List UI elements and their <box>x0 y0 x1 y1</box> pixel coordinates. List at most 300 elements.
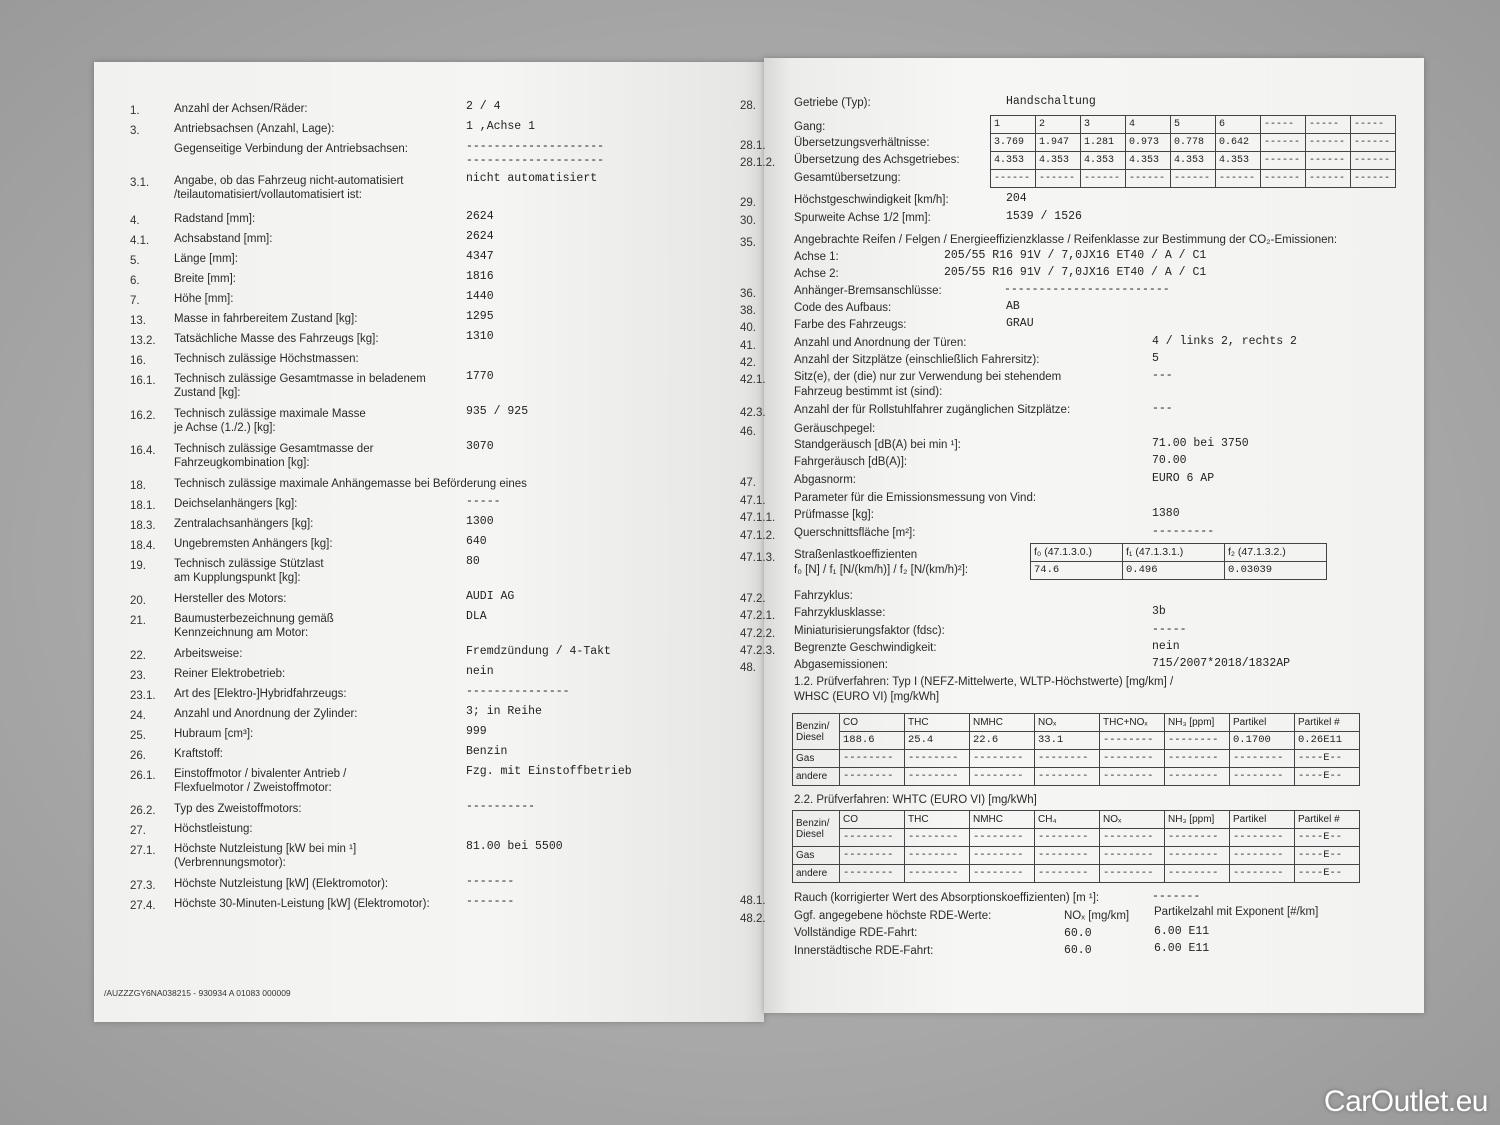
left-document-page <box>94 62 764 1022</box>
gear-cell: ------ <box>1306 170 1351 188</box>
row-value: ------- <box>1152 890 1201 903</box>
gear-cell: 0.973 <box>1126 134 1171 152</box>
row-label: Ggf. angegebene höchste RDE-Werte: <box>794 910 992 922</box>
row-number: 16.2. <box>130 410 156 422</box>
row-value: 3; in Reihe <box>466 705 542 718</box>
emissions-cell: -------- <box>1230 847 1295 865</box>
emissions-cell: -------- <box>1230 768 1295 786</box>
row-label: Rauch (korrigierter Wert des Absorptionskoeffizienten) [m ¹]: <box>794 892 1100 904</box>
row-value: nein <box>466 665 494 678</box>
row-number: 42. <box>740 357 756 369</box>
gear-cell: 4.353 <box>991 152 1036 170</box>
row-label: Vollständige RDE-Fahrt: <box>794 927 918 939</box>
row-label: Hubraum [cm³]: <box>174 728 254 740</box>
row-label: Abgasemissionen: <box>794 659 888 671</box>
row-value: -------------------- <box>466 140 605 153</box>
gear-cell: 3.769 <box>991 134 1036 152</box>
row-value: ----- <box>1152 623 1187 636</box>
emissions-cell: -------- <box>1230 829 1295 847</box>
row-label: Zentralachsanhängers [kg]: <box>174 518 314 530</box>
row-label: Achse 1: <box>794 251 839 263</box>
emissions-cell: -------- <box>1230 750 1295 768</box>
row-label: Technisch zulässige maximale Anhängemasse bei Beförderung eines <box>174 478 527 490</box>
row-label: Technisch zulässige Gesamtmasse der <box>174 443 374 455</box>
row-number: 26.1. <box>130 770 156 782</box>
emissions-cell: 25.4 <box>905 732 970 750</box>
row-label: Anzahl der Achsen/Räder: <box>174 103 308 115</box>
row-label: Anzahl und Anordnung der Türen: <box>794 337 967 349</box>
row-label: Angebrachte Reifen / Felgen / Energieeffizienzklasse / Reifenklasse zur Bestimmung der CO₂-Emissionen: <box>794 234 1338 246</box>
row-number: 18.3. <box>130 520 156 532</box>
row-label: Breite [mm]: <box>174 273 236 285</box>
row-value: ------- <box>466 895 515 908</box>
row-label: Spurweite Achse 1/2 [mm]: <box>794 212 931 224</box>
emissions-cell: -------- <box>970 847 1035 865</box>
row-label: Art des [Elektro-]Hybridfahrzeugs: <box>174 688 347 700</box>
row-value: DLA <box>466 610 487 623</box>
row-number: 1. <box>130 105 140 117</box>
row-value: EURO 6 AP <box>1152 472 1215 485</box>
emissions-cell: -------- <box>905 750 970 768</box>
row-label: Code des Aufbaus: <box>794 302 892 314</box>
emissions-cell: -------- <box>970 750 1035 768</box>
emissions-header: Benzin/ Diesel <box>793 811 840 847</box>
row-value: 71.00 bei 3750 <box>1152 437 1249 450</box>
emissions-cell: -------- <box>970 768 1035 786</box>
row-label: Anzahl der Sitzplätze (einschließlich Fahrersitz): <box>794 354 1040 366</box>
row-label: Technisch zulässige Stützlast <box>174 558 324 570</box>
emissions-cell: -------- <box>1165 829 1230 847</box>
emissions-header: NMHC <box>970 714 1035 732</box>
row-label: Fahrzyklus: <box>794 590 853 602</box>
row-number: 28. <box>740 100 756 112</box>
gear-cell: ------ <box>1261 170 1306 188</box>
row-value: -------------------- <box>466 154 605 167</box>
row-number: 40. <box>740 322 756 334</box>
emissions-cell: -------- <box>1035 847 1100 865</box>
row-value: Fremdzündung / 4-Takt <box>466 645 611 658</box>
row-label: Miniaturisierungsfaktor (fdsc): <box>794 625 945 637</box>
row-number: 47. <box>740 477 756 489</box>
row-value: 80 <box>466 555 480 568</box>
emissions-cell: ----E-- <box>1295 750 1360 768</box>
roadload-cell: f₀ (47.1.3.0.) <box>1031 544 1123 562</box>
gear-cell: 4.353 <box>1216 152 1261 170</box>
row-number: 18.4. <box>130 540 156 552</box>
row-value: Handschaltung <box>1006 95 1096 108</box>
row-number: 46. <box>740 426 756 438</box>
row-value: 935 / 925 <box>466 405 529 418</box>
gear-cell: ------ <box>1351 152 1396 170</box>
row-value: Fzg. mit Einstoffbetrieb <box>466 765 632 778</box>
emissions-header: CO <box>840 811 905 829</box>
row-value: 2 / 4 <box>466 100 501 113</box>
row-value: nein <box>1152 640 1180 653</box>
row-value: ------- <box>466 875 515 888</box>
row-value: 2624 <box>466 230 494 243</box>
emissions-cell: andere <box>793 768 840 786</box>
row-value: 205/55 R16 91V / 7,0JX16 ET40 / A / C1 <box>944 266 1207 279</box>
gear-cell: ------ <box>1351 170 1396 188</box>
roadload-cell: f₂ (47.1.3.2.) <box>1225 544 1327 562</box>
row-label: Querschnittsfläche [m²]: <box>794 527 916 539</box>
row-number: 25. <box>130 730 146 742</box>
row-value: ---------- <box>466 800 536 813</box>
row-value: 1295 <box>466 310 494 323</box>
emissions-cell: ----E-- <box>1295 829 1360 847</box>
row-label: Straßenlastkoeffizienten <box>794 549 918 561</box>
right-document-page <box>740 58 1424 1013</box>
row-number: 23.1. <box>130 690 156 702</box>
row-label: Getriebe (Typ): <box>794 97 871 109</box>
row-number: 48.2. <box>740 913 766 925</box>
row-number: 30. <box>740 215 756 227</box>
row-number: 29. <box>740 197 756 209</box>
emissions-cell: -------- <box>1230 865 1295 883</box>
emissions-cell: -------- <box>1165 750 1230 768</box>
row-value: 1380 <box>1152 507 1180 520</box>
rde-urban-pn: 6.00 E11 <box>1154 942 1210 955</box>
emissions-cell: 0.1700 <box>1230 732 1295 750</box>
emissions-cell: -------- <box>905 768 970 786</box>
row-label: Abgasnorm: <box>794 474 857 486</box>
row-number: 16. <box>130 355 146 367</box>
row-value: 70.00 <box>1152 454 1187 467</box>
rde-nox-header: NOₓ [mg/km] <box>1064 910 1130 922</box>
row-number: 21. <box>130 615 146 627</box>
row-label: Farbe des Fahrzeugs: <box>794 319 907 331</box>
row-number: 7. <box>130 295 140 307</box>
emissions-cell: -------- <box>840 847 905 865</box>
row-label: Ungebremsten Anhängers [kg]: <box>174 538 333 550</box>
row-number: 27.1. <box>130 845 156 857</box>
emissions-cell: -------- <box>1100 829 1165 847</box>
emissions-cell: -------- <box>1165 865 1230 883</box>
row-value: 4347 <box>466 250 494 263</box>
row-label: Höchstleistung: <box>174 823 253 835</box>
row-number: 4. <box>130 215 140 227</box>
row-label: Übersetzung des Achsgetriebes: <box>794 154 960 166</box>
row-label: WHSC (EURO VI) [mg/kWh] <box>794 691 940 703</box>
row-value: 1539 / 1526 <box>1006 210 1082 223</box>
row-label: Länge [mm]: <box>174 253 238 265</box>
row-value: 1310 <box>466 330 494 343</box>
row-label: 2.2. Prüfverfahren: WHTC (EURO VI) [mg/kWh] <box>794 794 1037 806</box>
row-value: --------- <box>1152 525 1215 538</box>
row-value: 81.00 bei 5500 <box>466 840 563 853</box>
emissions-cell: -------- <box>840 829 905 847</box>
row-number: 48.1. <box>740 895 766 907</box>
row-label: Technisch zulässige maximale Masse <box>174 408 366 420</box>
row-label: Höhe [mm]: <box>174 293 234 305</box>
row-value: nicht automatisiert <box>466 172 598 185</box>
row-label: je Achse (1./2.) [kg]: <box>174 422 276 434</box>
row-label: Höchstgeschwindigkeit [km/h]: <box>794 194 949 206</box>
row-value: 1770 <box>466 370 494 383</box>
emissions-cell: -------- <box>970 829 1035 847</box>
row-number: 20. <box>130 595 146 607</box>
gear-cell: 6 <box>1216 116 1261 134</box>
row-label: Technisch zulässige Höchstmassen: <box>174 353 359 365</box>
row-number: 4.1. <box>130 235 150 247</box>
row-value: 999 <box>466 725 487 738</box>
row-label: Fahrzeug bestimmt ist (sind): <box>794 386 943 398</box>
row-label: Hersteller des Motors: <box>174 593 287 605</box>
row-value: ------------------------ <box>1004 283 1170 296</box>
row-number: 6. <box>130 275 140 287</box>
gear-cell: ------ <box>991 170 1036 188</box>
row-label: Zustand [kg]: <box>174 387 241 399</box>
emissions-cell: ----E-- <box>1295 865 1360 883</box>
emissions-cell: 33.1 <box>1035 732 1100 750</box>
row-label: Anzahl der für Rollstuhlfahrer zugänglichen Sitzplätze: <box>794 404 1071 416</box>
rde-pn-header: Partikelzahl mit Exponent [#/km] <box>1154 906 1319 918</box>
row-number: 13. <box>130 315 146 327</box>
row-number: 42.1. <box>740 374 766 386</box>
row-value: AUDI AG <box>466 590 515 603</box>
row-value: --- <box>1152 402 1173 415</box>
emissions-header: NH₃ [ppm] <box>1165 811 1230 829</box>
row-number: 27.3. <box>130 880 156 892</box>
row-number: 41. <box>740 340 756 352</box>
row-label: Gegenseitige Verbindung der Antriebsachsen: <box>174 143 408 155</box>
row-number: 16.4. <box>130 445 156 457</box>
emissions-cell: -------- <box>905 865 970 883</box>
gear-cell: ----- <box>1261 116 1306 134</box>
gear-cell: ----- <box>1351 116 1396 134</box>
row-number: 47.1. <box>740 495 766 507</box>
row-label: Geräuschpegel: <box>794 423 876 435</box>
gear-ratio-table <box>990 115 1396 188</box>
gear-cell: 5 <box>1171 116 1216 134</box>
row-number: 28.1.2. <box>740 157 776 169</box>
emissions-header: NOₓ <box>1100 811 1165 829</box>
row-number: 23. <box>130 670 146 682</box>
row-number: 19. <box>130 560 146 572</box>
row-number: 3. <box>130 125 140 137</box>
emissions-cell: -------- <box>905 847 970 865</box>
emissions-cell: 0.26E11 <box>1295 732 1360 750</box>
row-label: Gesamtübersetzung: <box>794 172 901 184</box>
row-label: Begrenzte Geschwindigkeit: <box>794 642 937 654</box>
gear-cell: 4.353 <box>1171 152 1216 170</box>
emissions-cell: -------- <box>1035 829 1100 847</box>
rde-urban-nox: 60.0 <box>1064 944 1092 957</box>
row-label: Fahrzeugkombination [kg]: <box>174 457 310 469</box>
gear-cell: ------ <box>1171 170 1216 188</box>
row-label: Gang: <box>794 121 826 133</box>
emissions-header: CH₄ <box>1035 811 1100 829</box>
emissions-cell: Gas <box>793 750 840 768</box>
row-label: Standgeräusch [dB(A) bei min ¹]: <box>794 439 961 451</box>
gear-cell: 4.353 <box>1081 152 1126 170</box>
row-number: 47.1.2. <box>740 530 776 542</box>
row-value: 1440 <box>466 290 494 303</box>
row-number: 36. <box>740 288 756 300</box>
emissions-cell: -------- <box>905 829 970 847</box>
emissions-cell: -------- <box>970 865 1035 883</box>
row-label: Deichselanhängers [kg]: <box>174 498 298 510</box>
row-number: 5. <box>130 255 140 267</box>
emissions-header: Partikel # <box>1295 811 1360 829</box>
row-label: Technisch zulässige Gesamtmasse in beladenem <box>174 373 426 385</box>
row-label: Sitz(e), der (die) nur zur Verwendung bei stehendem <box>794 371 1062 383</box>
gear-cell: 0.778 <box>1171 134 1216 152</box>
row-label: Achse 2: <box>794 268 839 280</box>
row-label: Radstand [mm]: <box>174 213 256 225</box>
row-label: Höchste Nutzleistung [kW bei min ¹] <box>174 843 357 855</box>
row-label: Antriebsachsen (Anzahl, Lage): <box>174 123 335 135</box>
row-label: Parameter für die Emissionsmessung von Vind: <box>794 492 1037 504</box>
gear-cell: ------ <box>1036 170 1081 188</box>
gear-cell: 1 <box>991 116 1036 134</box>
row-label: Reiner Elektrobetrieb: <box>174 668 286 680</box>
row-value: 1 ,Achse 1 <box>466 120 536 133</box>
row-value: 715/2007*2018/1832AP <box>1152 657 1291 670</box>
emissions-table-whtc <box>792 810 1360 883</box>
emissions-cell: -------- <box>1100 732 1165 750</box>
row-number: 24. <box>130 710 146 722</box>
row-value: 204 <box>1006 192 1027 205</box>
row-value: Benzin <box>466 745 508 758</box>
rde-full-nox: 60.0 <box>1064 927 1092 940</box>
gear-cell: ------ <box>1216 170 1261 188</box>
row-value: 3b <box>1152 605 1166 618</box>
gear-cell: 1.281 <box>1081 134 1126 152</box>
row-number: 35. <box>740 237 756 249</box>
emissions-cell: ----E-- <box>1295 768 1360 786</box>
row-number: 48. <box>740 662 756 674</box>
row-number: 47.2.1. <box>740 610 776 622</box>
emissions-cell: -------- <box>1100 768 1165 786</box>
row-label: Übersetzungsverhältnisse: <box>794 137 930 149</box>
row-label: Höchste 30-Minuten-Leistung [kW] (Elektromotor): <box>174 898 430 910</box>
row-value: 640 <box>466 535 487 548</box>
emissions-cell: -------- <box>1100 750 1165 768</box>
row-number: 47.1.1. <box>740 512 776 524</box>
row-value: 2624 <box>466 210 494 223</box>
row-value: GRAU <box>1006 317 1034 330</box>
emissions-cell: -------- <box>1035 750 1100 768</box>
row-number: 18. <box>130 480 146 492</box>
gear-cell: ------ <box>1126 170 1171 188</box>
emissions-header: THC <box>905 714 970 732</box>
emissions-header: NMHC <box>970 811 1035 829</box>
row-label: Tatsächliche Masse des Fahrzeugs [kg]: <box>174 333 379 345</box>
row-value: 3070 <box>466 440 494 453</box>
gear-cell: ------ <box>1261 134 1306 152</box>
emissions-header: NH₃ [ppm] <box>1165 714 1230 732</box>
emissions-cell: 22.6 <box>970 732 1035 750</box>
emissions-header: CO <box>840 714 905 732</box>
row-number: 3.1. <box>130 177 150 189</box>
row-number: 47.2.3. <box>740 645 776 657</box>
row-number: 27.4. <box>130 900 156 912</box>
row-number: 26. <box>130 750 146 762</box>
emissions-header: Partikel # <box>1295 714 1360 732</box>
row-label: Fahrgeräusch [dB(A)]: <box>794 456 908 468</box>
row-number: 47.2.2. <box>740 628 776 640</box>
row-label: Fahrzyklusklasse: <box>794 607 886 619</box>
row-label: Innerstädtische RDE-Fahrt: <box>794 945 934 957</box>
gear-cell: 2 <box>1036 116 1081 134</box>
road-load-table <box>1030 543 1327 580</box>
row-label: Kennzeichnung am Motor: <box>174 627 309 639</box>
gear-cell: 4.353 <box>1036 152 1081 170</box>
row-label: Anhänger-Bremsanschlüsse: <box>794 285 942 297</box>
emissions-cell: -------- <box>1165 847 1230 865</box>
row-label: Prüfmasse [kg]: <box>794 509 874 521</box>
row-label: /teilautomatisiert/vollautomatisiert ist: <box>174 189 362 201</box>
row-label: (Verbrennungsmotor): <box>174 857 286 869</box>
carOutlet-watermark: CarOutlet.eu <box>1323 1085 1488 1118</box>
rde-full-pn: 6.00 E11 <box>1154 925 1210 938</box>
emissions-cell: -------- <box>1035 865 1100 883</box>
row-number: 38. <box>740 305 756 317</box>
emissions-cell: -------- <box>840 865 905 883</box>
gear-cell: ------ <box>1306 152 1351 170</box>
row-label: Arbeitsweise: <box>174 648 243 660</box>
emissions-cell: ----E-- <box>1295 847 1360 865</box>
emissions-header: Benzin/ Diesel <box>793 714 840 750</box>
emissions-header: THC <box>905 811 970 829</box>
row-number: 47.1.3. <box>740 552 776 564</box>
row-value: --- <box>1152 369 1173 382</box>
emissions-header: NOₓ <box>1035 714 1100 732</box>
row-value: ----- <box>466 495 501 508</box>
row-number: 13.2. <box>130 335 156 347</box>
gear-cell: ----- <box>1306 116 1351 134</box>
gear-cell: 4.353 <box>1126 152 1171 170</box>
row-number: 18.1. <box>130 500 156 512</box>
gear-cell: 0.642 <box>1216 134 1261 152</box>
gear-cell: 4 <box>1126 116 1171 134</box>
row-number: 26.2. <box>130 805 156 817</box>
gear-cell: ------ <box>1261 152 1306 170</box>
emissions-cell: -------- <box>1035 768 1100 786</box>
row-number: 28.1. <box>740 140 766 152</box>
document-footer-code: /AUZZZGY6NA038215 - 930934 A 01083 000009 <box>104 988 291 998</box>
roadload-cell: 0.496 <box>1123 562 1225 580</box>
row-value: 4 / links 2, rechts 2 <box>1152 335 1297 348</box>
gear-cell: 3 <box>1081 116 1126 134</box>
row-value: 205/55 R16 91V / 7,0JX16 ET40 / A / C1 <box>944 249 1207 262</box>
row-label: Einstoffmotor / bivalenter Antrieb / <box>174 768 347 780</box>
gear-cell: ------ <box>1306 134 1351 152</box>
row-number: 16.1. <box>130 375 156 387</box>
row-number: 42.3. <box>740 407 766 419</box>
emissions-cell: -------- <box>840 750 905 768</box>
row-label: am Kupplungspunkt [kg]: <box>174 572 301 584</box>
row-number: 47.2. <box>740 593 766 605</box>
row-value: 5 <box>1152 352 1159 365</box>
emissions-cell: -------- <box>1165 768 1230 786</box>
roadload-cell: 0.03039 <box>1225 562 1327 580</box>
row-label: Achsabstand [mm]: <box>174 233 273 245</box>
row-number: 27. <box>130 825 146 837</box>
gear-cell: ------ <box>1081 170 1126 188</box>
gear-cell: 1.947 <box>1036 134 1081 152</box>
row-value: 1300 <box>466 515 494 528</box>
row-label: f₀ [N] / f₁ [N/(km/h)] / f₂ [N/(km/h)²]: <box>794 564 969 576</box>
emissions-table-type1 <box>792 713 1360 786</box>
gear-cell: ------ <box>1351 134 1396 152</box>
emissions-cell: 188.6 <box>840 732 905 750</box>
emissions-cell: Gas <box>793 847 840 865</box>
row-number: 22. <box>130 650 146 662</box>
emissions-cell: andere <box>793 865 840 883</box>
emissions-cell: -------- <box>840 768 905 786</box>
